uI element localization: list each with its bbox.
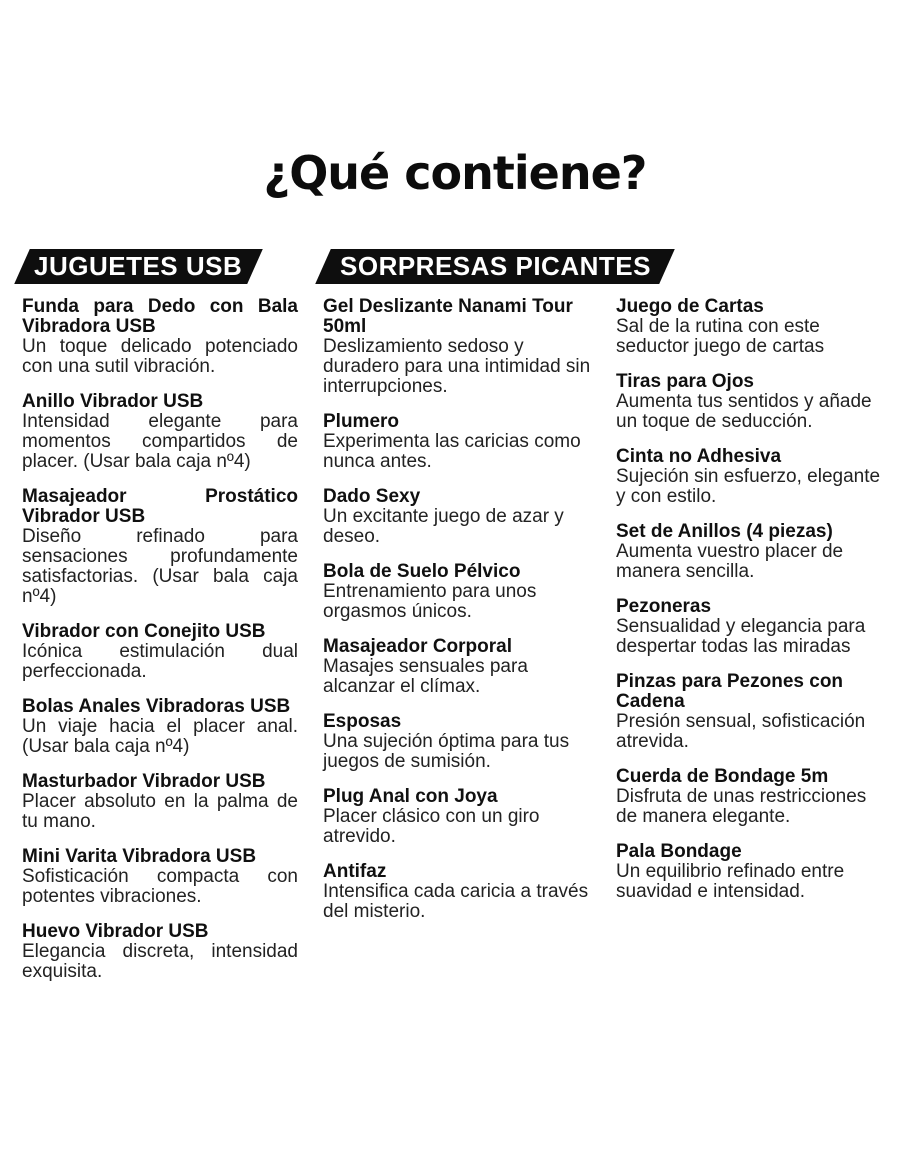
product-description: Placer absoluto en la palma de tu mano. <box>22 791 298 832</box>
product-name: Pala Bondage <box>616 841 742 862</box>
product-item <box>323 412 591 472</box>
product-name: Funda para Dedo con Bala Vibradora USB <box>22 296 298 337</box>
product-description: Sal de la rutina con este seductor juego de cartas <box>616 316 825 357</box>
product-description: Un toque delicado potenciado con una sutil vibración. <box>22 336 298 377</box>
product-item <box>616 767 884 827</box>
product-name: Bolas Anales Vibradoras USB <box>22 696 291 717</box>
product-item <box>22 922 298 982</box>
product-description: Aumenta vuestro placer de manera sencilla. <box>616 541 844 582</box>
product-description: Elegancia discreta, intensidad exquisita. <box>22 941 298 982</box>
product-item <box>616 597 884 657</box>
product-description: Intensidad elegante para momentos compartidos de placer. (Usar bala caja nº4) <box>22 411 298 472</box>
banner-juguetes-usb <box>14 249 263 284</box>
column-juguetes-usb <box>22 249 298 982</box>
product-item <box>616 372 884 432</box>
content-grid <box>22 249 884 982</box>
product-description: Sensualidad y elegancia para despertar todas las miradas <box>616 616 866 657</box>
product-description: Presión sensual, sofisticación atrevida. <box>616 711 866 752</box>
product-description: Masajes sensuales para alcanzar el clímax. <box>323 656 528 697</box>
product-name: Masajeador Prostático Vibrador USB <box>22 486 298 527</box>
product-name: Cuerda de Bondage 5m <box>616 766 829 787</box>
product-name: Huevo Vibrador USB <box>22 921 209 942</box>
product-description: Un viaje hacia el placer anal. (Usar bala caja nº4) <box>22 716 298 757</box>
product-item <box>22 772 298 832</box>
product-name: Tiras para Ojos <box>616 371 754 392</box>
product-item <box>323 637 591 697</box>
product-name: Dado Sexy <box>323 486 421 507</box>
product-name: Juego de Cartas <box>616 296 764 317</box>
sorpresas-item-list-1 <box>323 297 591 922</box>
product-item <box>22 297 298 377</box>
product-item <box>616 447 884 507</box>
product-item <box>22 392 298 472</box>
product-description: Experimenta las caricias como nunca antes. <box>323 431 581 472</box>
product-name: Mini Varita Vibradora USB <box>22 846 257 867</box>
juguetes-item-list <box>22 297 298 982</box>
page-title: ¿Qué contiene? <box>263 146 647 200</box>
product-item <box>323 787 591 847</box>
product-item <box>323 862 591 922</box>
product-name: Antifaz <box>323 861 387 882</box>
product-item <box>616 297 884 357</box>
product-description: Deslizamiento sedoso y duradero para una intimidad sin interrupciones. <box>323 336 591 397</box>
product-item <box>22 487 298 607</box>
product-name: Bola de Suelo Pélvico <box>323 561 521 582</box>
product-name: Plumero <box>323 411 400 432</box>
product-item <box>323 562 591 622</box>
product-name: Gel Deslizante Nanami Tour 50ml <box>323 296 573 337</box>
product-name: Plug Anal con Joya <box>323 786 498 807</box>
product-name: Set de Anillos (4 piezas) <box>616 521 833 542</box>
product-description: Sujeción sin esfuerzo, elegante y con estilo. <box>616 466 881 507</box>
product-item <box>616 672 884 752</box>
product-name: Pinzas para Pezones con Cadena <box>616 671 844 712</box>
column-sorpresas-1 <box>323 249 651 922</box>
sorpresas-item-list-2 <box>616 297 884 902</box>
product-item <box>22 847 298 907</box>
product-item <box>323 487 591 547</box>
product-description: Intensifica cada caricia a través del misterio. <box>323 881 589 922</box>
product-description: Icónica estimulación dual perfeccionada. <box>22 641 298 682</box>
product-description: Entrenamiento para unos orgasmos únicos. <box>323 581 537 622</box>
product-item <box>616 842 884 902</box>
banner-sorpresas-picantes-label: SORPRESAS PICANTES <box>339 251 651 281</box>
column-sorpresas-2 <box>616 249 884 902</box>
product-item <box>323 297 591 397</box>
product-item <box>22 622 298 682</box>
product-name: Anillo Vibrador USB <box>22 391 204 412</box>
product-name: Masajeador Corporal <box>323 636 512 657</box>
product-description: Un excitante juego de azar y deseo. <box>323 506 564 547</box>
product-item <box>616 522 884 582</box>
product-description: Sofisticación compacta con potentes vibraciones. <box>22 866 298 907</box>
product-name: Cinta no Adhesiva <box>616 446 782 467</box>
product-description: Disfruta de unas restricciones de manera elegante. <box>616 786 867 827</box>
product-name: Vibrador con Conejito USB <box>22 621 266 642</box>
product-description: Aumenta tus sentidos y añade un toque de seducción. <box>616 391 872 432</box>
product-name: Masturbador Vibrador USB <box>22 771 266 792</box>
product-description: Diseño refinado para sensaciones profundamente satisfactorias. (Usar bala caja nº4) <box>22 526 298 607</box>
product-item <box>22 697 298 757</box>
banner-sorpresas-picantes <box>315 249 675 284</box>
product-description: Placer clásico con un giro atrevido. <box>323 806 540 847</box>
product-name: Esposas <box>323 711 402 732</box>
product-name: Pezoneras <box>616 596 712 617</box>
product-description: Una sujeción óptima para tus juegos de sumisión. <box>323 731 570 772</box>
product-item <box>323 712 591 772</box>
product-description: Un equilibrio refinado entre suavidad e intensidad. <box>616 861 845 902</box>
banner-juguetes-usb-label: JUGUETES USB <box>34 251 243 281</box>
